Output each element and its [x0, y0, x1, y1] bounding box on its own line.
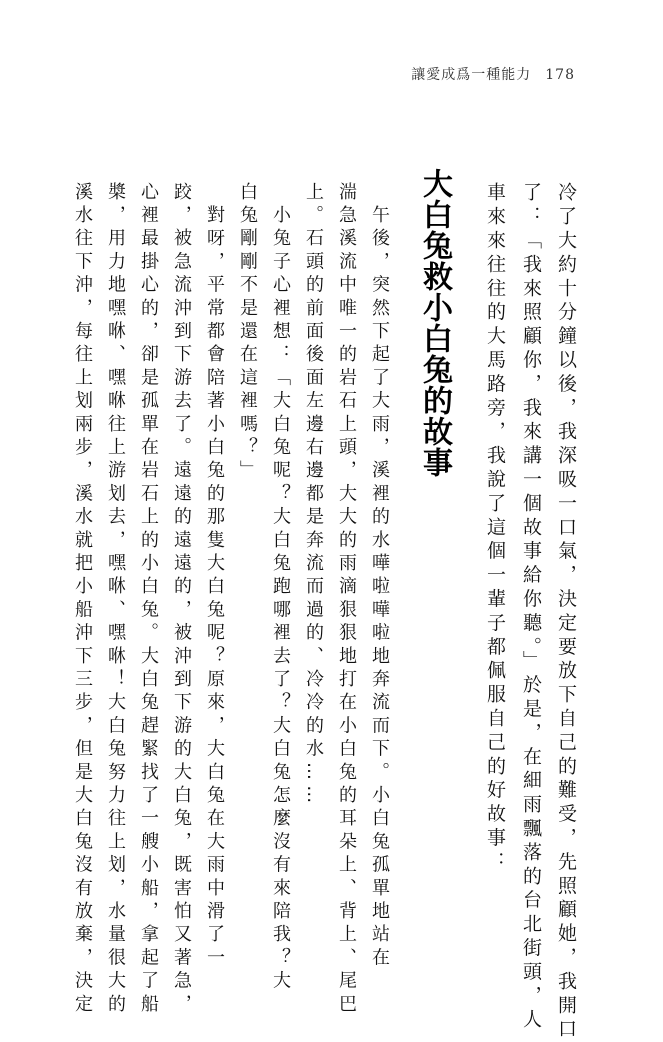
- intro-line: 車來來往往的大馬路旁，我說了這個一輩子都佩服自己的好故事：: [484, 182, 506, 876]
- page-header: [411, 64, 575, 84]
- story-line: 白兔剛剛不是還在這裡嗎？」: [237, 182, 258, 484]
- running-title: 讓愛成爲一種能力: [411, 67, 532, 83]
- story-line: 午後，突然下起了大雨，溪裡的水嘩啦嘩啦地奔流而下。小白兔孤單地站在: [369, 182, 390, 971]
- story-line: 小兔子心裡想：「大白兔呢？大白兔跑哪裡去了？大白兔怎麼沒有來陪我？大: [270, 182, 291, 994]
- story-line: 溪水往下沖，每往上划兩步，溪水就把小船沖下三步，但是大白兔沒有放棄，決定: [72, 182, 93, 1018]
- story-line: 對呀，平常都會陪著小白兔的那隻大白兔呢？原來，大白兔在大雨中滑了一: [204, 182, 225, 971]
- story-line: 上。石頭的前面後面左邊右邊都是奔流而過的、冷冷的水……: [303, 182, 324, 809]
- story-title: 大白兔救小白兔的故事: [417, 168, 452, 478]
- story-line: 槳，用力地嘿咻、嘿咻往上游划去，嘿咻、嘿咻！大白兔努力往上划，水量很大的: [105, 182, 126, 1018]
- story-line: 湍急溪流中唯一的岩石上頭，大大的雨滴狠狠地打在小白兔的耳朵上、背上、尾巴: [336, 182, 357, 1018]
- intro-line: 冷了大約十分鐘以後，我深吸一口氣，決定要放下自己的難受，先照顧她，我開口: [555, 182, 577, 1042]
- story-line: 心裡最掛心的，卻是孤單在岩石上的小白兔。大白兔趕緊找了一艘小船，拿起了船: [138, 182, 159, 1018]
- story-line: 跤，被急流沖到下游去了。遠遠的遠遠的，被沖到下游的大白兔，既害怕又著急，: [171, 182, 192, 1018]
- intro-line: 了：「我來照顧你，我來講一個故事給你聽。」於是，在細雨飄落的台北街頭，人: [520, 182, 542, 1033]
- page-number: 178: [545, 67, 575, 83]
